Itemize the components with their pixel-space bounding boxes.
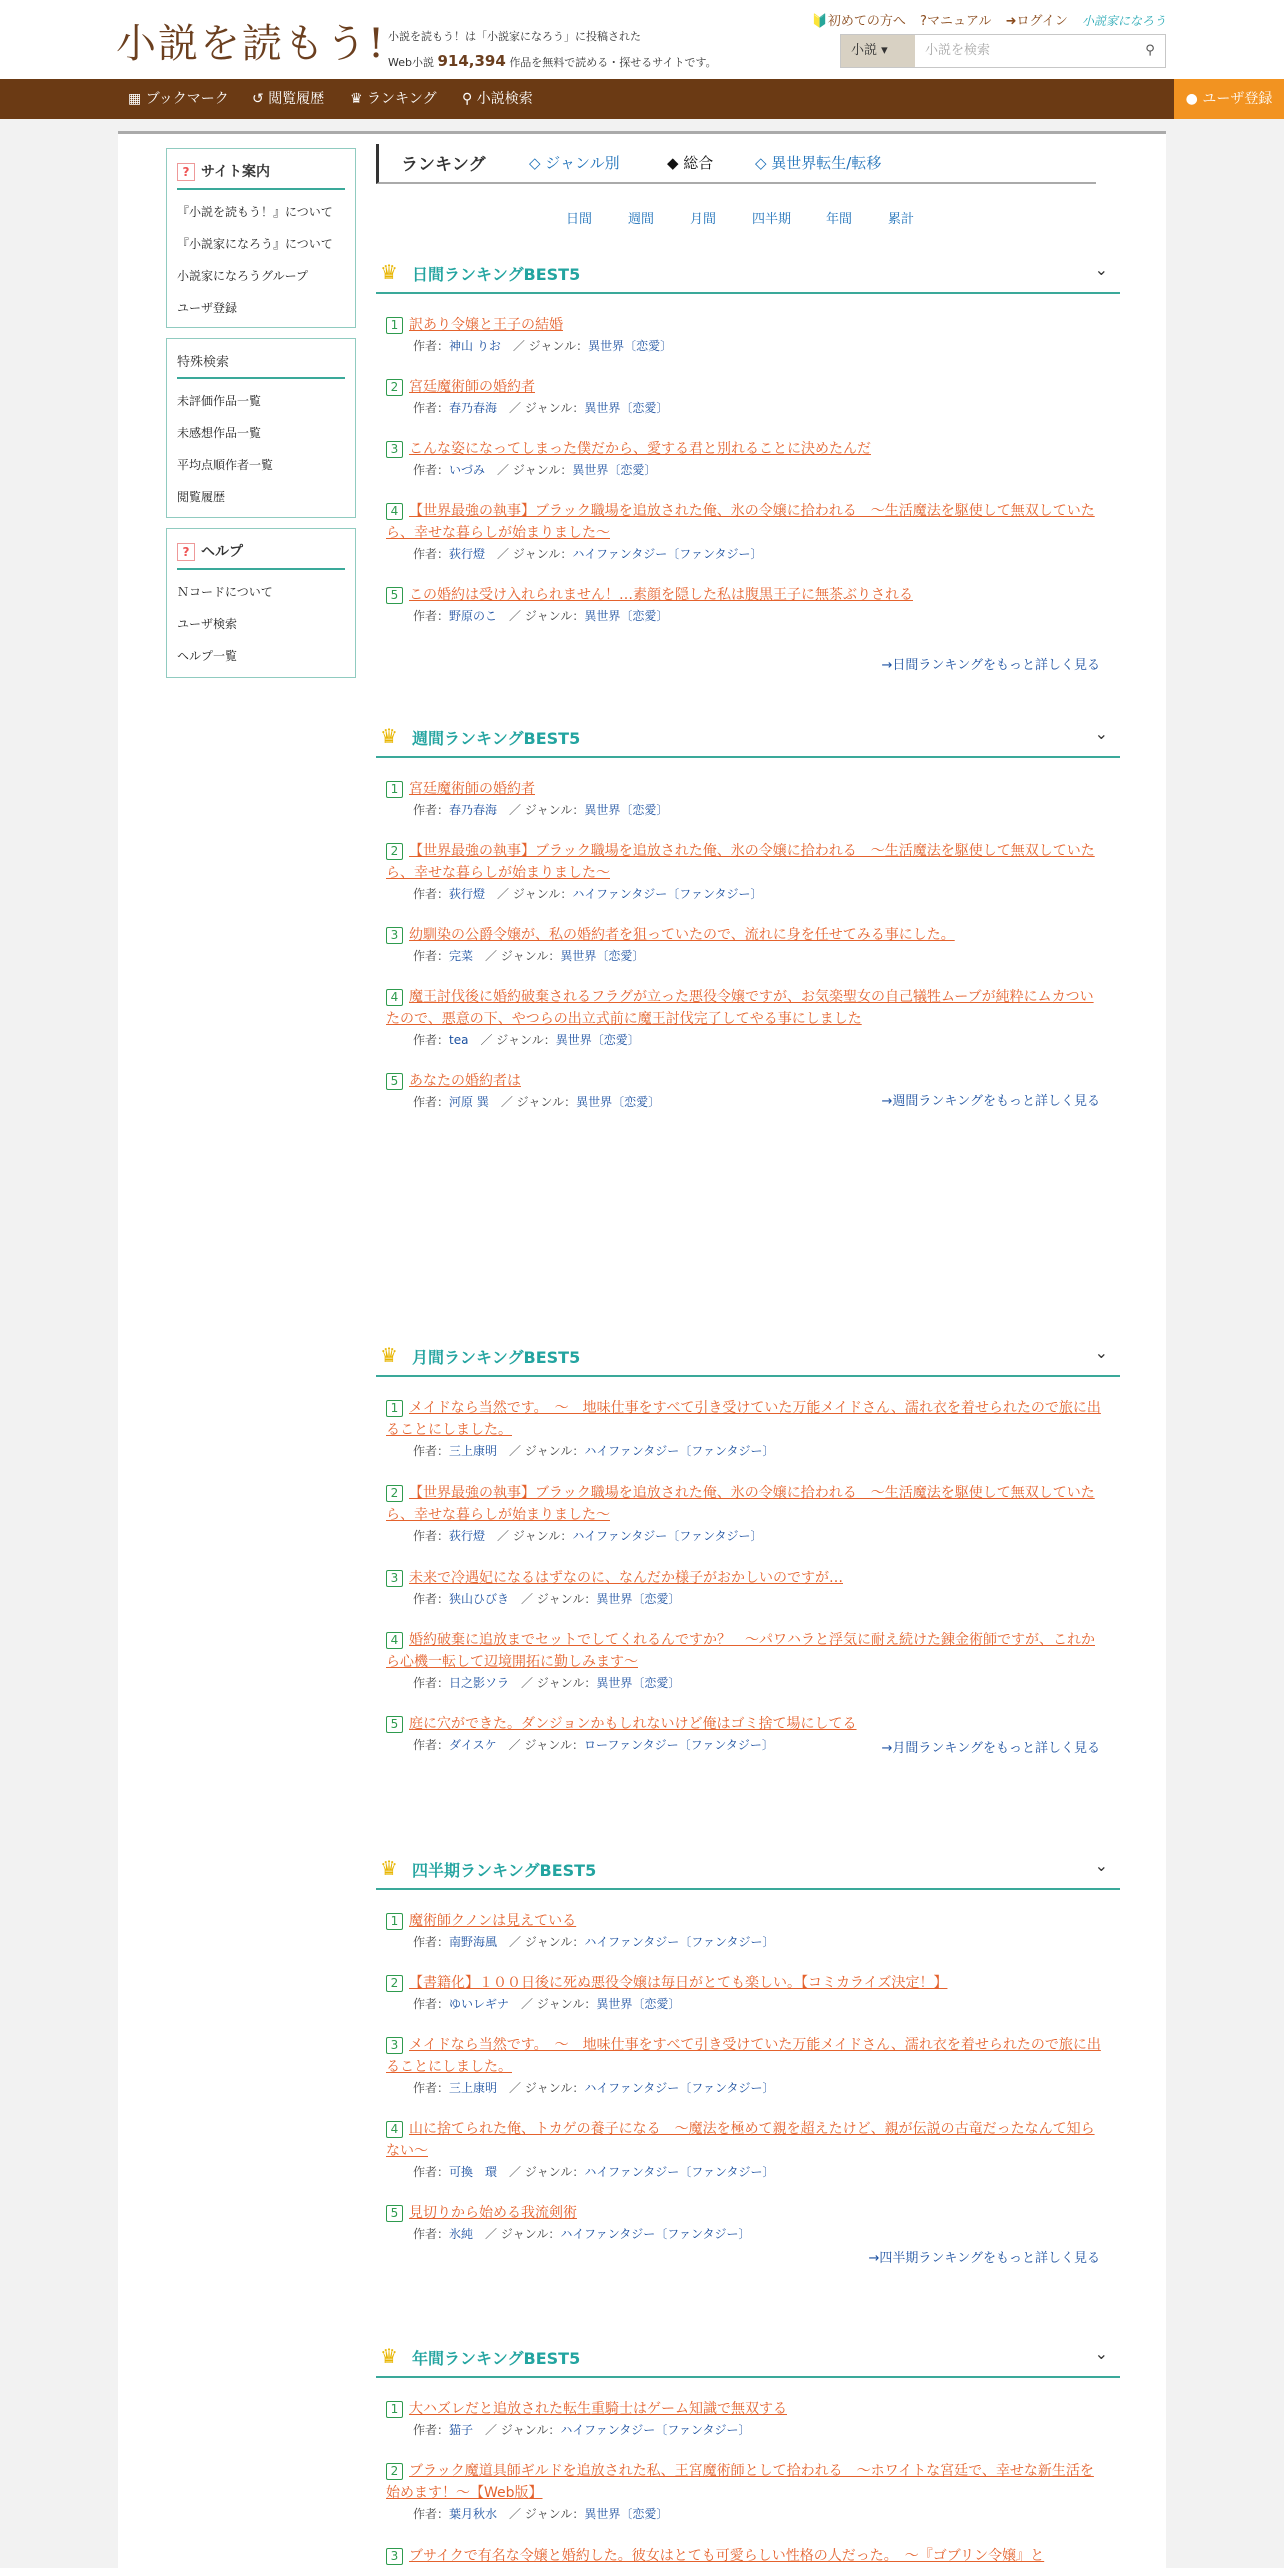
section-title: 月間ランキングBEST5 — [412, 1348, 581, 1367]
author-label: 作者： — [413, 339, 450, 353]
genre-label: ／ ジャンル： — [509, 803, 585, 817]
novel-meta — [386, 2078, 1106, 2098]
rank-badge: 1 — [386, 317, 403, 334]
sidebar-item[interactable]: Ｎコードについて — [177, 585, 273, 599]
rank-badge: 5 — [386, 1716, 403, 1733]
genre-label: ／ ジャンル： — [485, 2227, 561, 2241]
author-label: 作者： — [413, 2081, 450, 2095]
rank-badge: 3 — [386, 2548, 403, 2565]
ranking-item — [386, 840, 1106, 904]
section-header[interactable] — [376, 2338, 1120, 2378]
genre-label: ／ ジャンル： — [509, 2507, 585, 2521]
novel-meta — [386, 1441, 1106, 1461]
genre-label: ／ ジャンル： — [512, 339, 589, 353]
author-link[interactable]: tea — [449, 1033, 469, 1047]
ranking-item — [386, 2398, 1106, 2440]
author-link[interactable]: 三上康明 — [449, 1444, 498, 1458]
novel-meta — [386, 460, 1106, 480]
novel-title-link[interactable]: 宮廷魔術師の婚約者 — [409, 781, 535, 797]
ranking-item — [386, 1629, 1106, 1693]
novel-title-link[interactable]: メイドなら当然です。 ～ 地味仕事をすべて引き受けていた万能メイドさん、濡れ衣を着せられたので旅に出ることにしました。 — [386, 1400, 1101, 1438]
ranking-title: ランキング — [401, 155, 486, 175]
novel-meta — [386, 2504, 1106, 2524]
rank-badge: 5 — [386, 587, 403, 604]
section-title: 日間ランキングBEST5 — [412, 265, 581, 284]
author-label: 作者： — [413, 1935, 450, 1949]
nav-register-button[interactable]: ● ユーザ登録 — [1174, 79, 1284, 119]
ranking-item — [386, 924, 1106, 966]
novel-title-link[interactable]: 庭に穴ができた。ダンジョンかもしれないけど俺はゴミ捨て場にしてる — [409, 1716, 857, 1732]
period-total[interactable]: 累計 — [888, 212, 915, 227]
novel-meta — [386, 1589, 1106, 1609]
ranking-section — [376, 2338, 1120, 2568]
novel-meta — [386, 336, 1106, 356]
genre-link[interactable]: 異世界〔恋愛〕 — [588, 339, 673, 353]
novel-meta — [386, 398, 1106, 418]
genre-label: ／ ジャンル： — [509, 2165, 585, 2179]
author-label: 作者： — [413, 1592, 450, 1606]
search-icon[interactable]: ⚲ — [1145, 43, 1155, 58]
novel-meta — [386, 606, 1106, 626]
sidebar-item[interactable]: ユーザ登録 — [177, 301, 238, 315]
search-form — [840, 34, 1166, 68]
crown-icon: ♛ — [380, 2344, 398, 2368]
ranking-item — [386, 314, 1106, 356]
ranking-item — [386, 2202, 1106, 2244]
author-link[interactable]: 春乃春海 — [449, 803, 498, 817]
novel-title-link[interactable]: 【世界最強の執事】ブラック職場を追放された俺、氷の令嬢に拾われる ～生活魔法を駆使して無双していたら、幸せな暮らしが始まりました～ — [386, 1485, 1095, 1523]
novel-title-link[interactable]: 【書籍化】１００日後に死ぬ悪役令嬢は毎日がとても楽しい。【コミカライズ決定！】 — [409, 1975, 948, 1991]
sidebar-item[interactable]: 小説家になろうグループ — [177, 269, 309, 283]
ranking-item — [386, 438, 1106, 480]
genre-label: ／ ジャンル： — [497, 547, 573, 561]
ranking-item — [386, 376, 1106, 418]
main-navbar — [0, 79, 1284, 119]
site-tagline — [388, 24, 717, 75]
nav-search[interactable]: ⚲ 小説検索 — [462, 91, 533, 107]
rank-badge: 4 — [386, 2121, 403, 2138]
novel-title-link[interactable]: こんな姿になってしまった僕だから、愛する君と別れることに決めたんだ — [409, 441, 871, 457]
genre-link[interactable]: 異世界〔恋愛〕 — [584, 609, 669, 623]
ranking-section — [376, 1337, 1120, 1777]
genre-label: ／ ジャンル： — [500, 1095, 577, 1109]
genre-link[interactable]: 異世界〔恋愛〕 — [572, 463, 657, 477]
author-label: 作者： — [413, 1444, 450, 1458]
ranking-item — [386, 986, 1106, 1050]
ranking-item — [386, 2545, 1106, 2567]
rank-badge: 3 — [386, 1570, 403, 1587]
author-link[interactable]: 荻行燈 — [449, 547, 486, 561]
rank-badge: 5 — [386, 1073, 403, 1090]
rank-badge: 1 — [386, 781, 403, 798]
help-icon: ? — [177, 543, 195, 561]
sidebar-item[interactable]: 平均点順作者一覧 — [177, 458, 274, 472]
genre-link[interactable]: ハイファンタジー〔ファンタジー〕 — [572, 887, 763, 901]
author-label: 作者： — [413, 1033, 450, 1047]
sidebar-help-title: ? ヘルプ — [177, 537, 345, 570]
rank-badge: 3 — [386, 441, 403, 458]
tagline-line2: Web小説 914,394 作品を無料で読める・探せるサイトです。 — [388, 52, 717, 70]
author-link[interactable]: 猫子 — [449, 2423, 474, 2437]
author-label: 作者： — [413, 887, 450, 901]
genre-label: ／ ジャンル： — [480, 1033, 556, 1047]
crown-icon: ♛ — [380, 260, 398, 284]
period-daily[interactable]: 日間 — [566, 212, 593, 227]
ranking-item — [386, 584, 1106, 626]
author-label: 作者： — [413, 463, 450, 477]
period-weekly[interactable]: 週間 — [628, 212, 655, 227]
login-link[interactable]: ➜ログイン — [1005, 14, 1068, 29]
tab-isekai[interactable]: ◇ 異世界転生/転移 — [755, 154, 882, 172]
author-label: 作者： — [413, 1738, 450, 1752]
novel-title-link[interactable]: あなたの婚約者は — [409, 1073, 521, 1089]
genre-label: ／ ジャンル： — [497, 463, 573, 477]
period-links — [376, 208, 1096, 228]
novel-title-link[interactable]: 山に捨てられた俺、トカゲの養子になる ～魔法を極めて親を超えたけど、親が伝説の古竜だったなんて知らない～ — [386, 2121, 1095, 2159]
sidebar-help — [166, 528, 356, 678]
novel-meta — [386, 884, 1106, 904]
author-link[interactable]: 河原 巽 — [449, 1095, 489, 1109]
author-label: 作者： — [413, 1676, 450, 1690]
rank-badge: 4 — [386, 503, 403, 520]
author-link[interactable]: 荻行燈 — [449, 1529, 486, 1543]
rank-badge: 3 — [386, 2037, 403, 2054]
genre-link[interactable]: 異世界〔恋愛〕 — [596, 1997, 681, 2011]
ranking-item — [386, 2118, 1106, 2182]
tagline-line1: 小説を読もう！は「小説家になろう」に投稿された — [388, 30, 641, 43]
sidebar-site-info — [166, 148, 356, 328]
author-label: 作者： — [413, 1529, 450, 1543]
author-label: 作者： — [413, 803, 450, 817]
tab-genre[interactable]: ◇ ジャンル別 — [529, 154, 620, 172]
novel-meta — [386, 1994, 1106, 2014]
novel-title-link[interactable]: 魔術師クノンは見えている — [409, 1913, 577, 1929]
genre-label: ／ ジャンル： — [509, 401, 585, 415]
rank-badge: 1 — [386, 2401, 403, 2418]
sidebar-item[interactable]: 未感想作品一覧 — [177, 426, 262, 440]
rank-badge: 2 — [386, 379, 403, 396]
ranking-item — [386, 778, 1106, 820]
more-ranking-link[interactable]: →四半期ランキングをもっと詳しく見る — [868, 2251, 1100, 2266]
sidebar-special-title: 特殊検索 — [177, 347, 345, 379]
genre-label: ／ ジャンル： — [485, 949, 561, 963]
help-icon: ? — [177, 163, 195, 181]
novel-title-link[interactable]: 幼馴染の公爵令嬢が、私の婚約者を狙っていたので、流れに身を任せてみる事にした。 — [409, 927, 955, 943]
genre-label: ／ ジャンル： — [497, 887, 573, 901]
author-link[interactable]: 春乃春海 — [449, 401, 498, 415]
section-title: 四半期ランキングBEST5 — [412, 1861, 597, 1880]
novel-title-link[interactable]: この婚約は受け入れられません！…素顔を隠した私は腹黒王子に無茶ぶりされる — [409, 587, 913, 603]
ranking-item — [386, 1397, 1106, 1461]
author-label: 作者： — [413, 1095, 450, 1109]
novel-title-link[interactable]: 訳あり令嬢と王子の結婚 — [409, 317, 563, 333]
sidebar-item[interactable]: 閲覧履歴 — [177, 490, 226, 504]
genre-label: ／ ジャンル： — [485, 2423, 561, 2437]
ranking-item — [386, 2034, 1106, 2098]
novel-meta — [386, 1673, 1106, 1693]
rank-badge: 1 — [386, 1400, 403, 1417]
genre-link[interactable]: 異世界〔恋愛〕 — [584, 2507, 669, 2521]
tab-overall[interactable]: ◆ 総合 — [667, 154, 714, 172]
genre-link[interactable]: ハイファンタジー〔ファンタジー〕 — [572, 1529, 763, 1543]
sidebar-item[interactable]: ユーザ検索 — [177, 617, 238, 631]
genre-link[interactable]: ハイファンタジー〔ファンタジー〕 — [572, 547, 763, 561]
chevron-down-icon[interactable]: ⌄ — [1094, 2344, 1108, 2363]
search-input[interactable]: 小説を検索 — [925, 43, 991, 58]
author-label: 作者： — [413, 401, 450, 415]
genre-link[interactable]: 異世界〔恋愛〕 — [596, 1592, 681, 1606]
sidebar-item[interactable]: ヘルプ一覧 — [177, 649, 238, 663]
chevron-down-icon[interactable]: ⌄ — [1094, 1343, 1108, 1362]
author-label: 作者： — [413, 2507, 450, 2521]
ranking-item — [386, 1567, 1106, 1609]
novel-title-link[interactable]: ブラック魔道具師ギルドを追放された私、王宮魔術師として拾われる ～ホワイトな宮廷で、幸せな新生活を始めます！～【Web版】 — [386, 2463, 1094, 2501]
rank-badge: 4 — [386, 1632, 403, 1649]
period-quarterly[interactable]: 四半期 — [752, 212, 792, 227]
novel-meta — [386, 946, 1106, 966]
author-label: 作者： — [413, 547, 450, 561]
novel-meta — [386, 544, 1106, 564]
user-icon: ● — [1185, 91, 1198, 107]
manual-link[interactable]: ?マニュアル — [920, 14, 992, 29]
nav-bookmark[interactable]: ▦ ブックマーク — [128, 91, 229, 107]
beginner-link[interactable]: 🔰初めての方へ — [811, 14, 906, 29]
author-link[interactable]: 狭山ひびき — [449, 1592, 510, 1606]
chevron-down-icon[interactable]: ⌄ — [1094, 724, 1108, 743]
section-header[interactable] — [376, 718, 1120, 758]
chevron-down-icon[interactable]: ⌄ — [1094, 260, 1108, 279]
novel-title-link[interactable]: 【世界最強の執事】ブラック職場を追放された俺、氷の令嬢に拾われる ～生活魔法を駆使して無双していたら、幸せな暮らしが始まりました～ — [386, 843, 1095, 881]
genre-link[interactable]: 異世界〔恋愛〕 — [576, 1095, 661, 1109]
ranking-tabs — [376, 144, 1096, 184]
sidebar-site-info-title: ? サイト案内 — [177, 157, 345, 190]
genre-link[interactable]: ハイファンタジー〔ファンタジー〕 — [584, 1935, 775, 1949]
more-ranking-link[interactable]: →週間ランキングをもっと詳しく見る — [881, 1094, 1100, 1109]
novel-title-link[interactable]: ブサイクで有名な令嬢と婚約した。彼女はとても可愛らしい性格の人だった。 ～『ゴブリン令嬢』と — [409, 2548, 1045, 2564]
crown-icon: ♛ — [350, 91, 363, 107]
author-label: 作者： — [413, 2227, 450, 2241]
genre-link[interactable]: ハイファンタジー〔ファンタジー〕 — [584, 2165, 775, 2179]
more-ranking-link[interactable]: →月間ランキングをもっと詳しく見る — [881, 1741, 1100, 1756]
sidebar-item[interactable]: 『小説家になろう』について — [177, 237, 333, 251]
novel-meta — [386, 1526, 1106, 1546]
narou-link[interactable]: 小説家になろう — [1081, 14, 1166, 28]
chevron-down-icon[interactable]: ⌄ — [1094, 1856, 1108, 1875]
rank-badge: 2 — [386, 1975, 403, 1992]
novel-title-link[interactable]: 大ハズレだと追放された転生重騎士はゲーム知識で無双する — [409, 2401, 787, 2417]
rank-badge: 5 — [386, 2205, 403, 2222]
author-link[interactable]: ゆいレギナ — [449, 1997, 510, 2011]
nav-history[interactable]: ↺ 閲覧履歴 — [252, 91, 325, 107]
section-header[interactable] — [376, 254, 1120, 294]
author-link[interactable]: 可換 環 — [449, 2165, 498, 2179]
crown-icon: ♛ — [380, 1856, 398, 1880]
novel-title-link[interactable]: 【世界最強の執事】ブラック職場を追放された俺、氷の令嬢に拾われる ～生活魔法を駆使して無双していたら、幸せな暮らしが始まりました～ — [386, 503, 1095, 541]
novel-title-link[interactable]: 未来で冷遇妃になるはずなのに、なんだか様子がおかしいのですが… — [409, 1570, 843, 1586]
rank-badge: 2 — [386, 2463, 403, 2480]
genre-label: ／ ジャンル： — [509, 609, 585, 623]
author-link[interactable]: 氷純 — [449, 2227, 474, 2241]
rank-badge: 3 — [386, 927, 403, 944]
sidebar-item[interactable]: 『小説を読もう！』について — [177, 205, 333, 219]
section-title: 年間ランキングBEST5 — [412, 2349, 581, 2368]
author-label: 作者： — [413, 1997, 450, 2011]
site-logo[interactable]: 小説を読もう! — [116, 21, 387, 67]
genre-label: ／ ジャンル： — [509, 1935, 585, 1949]
author-link[interactable]: 南野海風 — [449, 1935, 498, 1949]
genre-label: ／ ジャンル： — [497, 1529, 573, 1543]
novel-meta — [386, 2224, 1106, 2244]
rank-badge: 2 — [386, 1485, 403, 1502]
search-type-select[interactable]: 小説 ▾ — [841, 35, 915, 67]
genre-label: ／ ジャンル： — [521, 1592, 597, 1606]
genre-label: ／ ジャンル： — [509, 2081, 585, 2095]
sidebar-item[interactable]: 未評価作品一覧 — [177, 394, 262, 408]
crown-icon: ♛ — [380, 724, 398, 748]
author-label: 作者： — [413, 2423, 450, 2437]
author-link[interactable]: いづみ — [449, 463, 486, 477]
author-link[interactable]: 葉月秋水 — [449, 2507, 498, 2521]
more-ranking-link[interactable]: →日間ランキングをもっと詳しく見る — [881, 658, 1100, 673]
author-link[interactable]: 日之影ソラ — [449, 1676, 510, 1690]
author-label: 作者： — [413, 949, 450, 963]
genre-link[interactable]: 異世界〔恋愛〕 — [555, 1033, 640, 1047]
section-header[interactable] — [376, 1337, 1120, 1377]
author-link[interactable]: 野原のこ — [449, 609, 498, 623]
novel-title-link[interactable]: 見切りから始める我流剣術 — [409, 2205, 577, 2221]
novel-title-link[interactable]: 魔王討伐後に婚約破棄されるフラグが立った悪役令嬢ですが、お気楽聖女の自己犠牲ムーブが純粋にムカついたので、悪意の下、やつらの出立式前に魔王討伐完了してやる事にしました — [386, 989, 1094, 1027]
genre-link[interactable]: 異世界〔恋愛〕 — [596, 1676, 681, 1690]
genre-link[interactable]: ハイファンタジー〔ファンタジー〕 — [560, 2227, 751, 2241]
rank-badge: 4 — [386, 989, 403, 1006]
history-icon: ↺ — [252, 91, 264, 107]
section-header[interactable] — [376, 1850, 1120, 1890]
author-link[interactable]: 完菜 — [449, 949, 474, 963]
novel-meta — [386, 800, 1106, 820]
period-yearly[interactable]: 年間 — [826, 212, 853, 227]
top-links — [802, 10, 1166, 29]
bookmark-icon: ▦ — [128, 91, 142, 107]
ranking-item — [386, 2460, 1106, 2524]
author-link[interactable]: 荻行燈 — [449, 887, 486, 901]
sidebar-special-search — [166, 338, 356, 518]
nav-ranking[interactable]: ♛ ランキング — [350, 91, 437, 107]
section-title: 週間ランキングBEST5 — [412, 729, 581, 748]
author-link[interactable]: ダイスケ — [449, 1738, 497, 1752]
ranking-section — [376, 254, 1120, 694]
ranking-item — [386, 1972, 1106, 2014]
novel-meta — [386, 1932, 1106, 1952]
ranking-item — [386, 1910, 1106, 1952]
novel-title-link[interactable]: メイドなら当然です。 ～ 地味仕事をすべて引き受けていた万能メイドさん、濡れ衣を着せられたので旅に出ることにしました。 — [386, 2037, 1101, 2075]
ranking-item — [386, 500, 1106, 564]
period-monthly[interactable]: 月間 — [690, 212, 717, 227]
genre-link[interactable]: ローファンタジー〔ファンタジー〕 — [583, 1738, 774, 1752]
novel-meta — [386, 2420, 1106, 2440]
crown-icon: ♛ — [380, 1343, 398, 1367]
genre-link[interactable]: ハイファンタジー〔ファンタジー〕 — [560, 2423, 751, 2437]
genre-label: ／ ジャンル： — [521, 1997, 597, 2011]
genre-link[interactable]: 異世界〔恋愛〕 — [584, 803, 669, 817]
author-link[interactable]: 三上康明 — [449, 2081, 498, 2095]
site-header — [0, 0, 1284, 79]
genre-label: ／ ジャンル： — [521, 1676, 597, 1690]
ranking-item — [386, 1482, 1106, 1546]
ranking-section — [376, 718, 1120, 1158]
novel-meta — [386, 1030, 1106, 1050]
novel-meta — [386, 2162, 1106, 2182]
work-count: 914,394 — [437, 52, 506, 70]
genre-label: ／ ジャンル： — [509, 1444, 585, 1458]
search-icon: ⚲ — [462, 91, 473, 107]
content-area — [118, 131, 1166, 2568]
author-label: 作者： — [413, 609, 450, 623]
rank-badge: 2 — [386, 843, 403, 860]
genre-link[interactable]: 異世界〔恋愛〕 — [584, 401, 669, 415]
ranking-section — [376, 1850, 1120, 2290]
author-link[interactable]: 神山 りお — [449, 339, 501, 353]
novel-title-link[interactable]: 婚約破棄に追放までセットでしてくれるんですか？ ～パワハラと浮気に耐え続けた錬金術師ですが、これから心機一転して辺境開拓に勤しみます～ — [386, 1632, 1095, 1670]
novel-title-link[interactable]: 宮廷魔術師の婚約者 — [409, 379, 535, 395]
genre-link[interactable]: 異世界〔恋愛〕 — [560, 949, 645, 963]
genre-label: ／ ジャンル： — [508, 1738, 584, 1752]
genre-link[interactable]: ハイファンタジー〔ファンタジー〕 — [584, 2081, 775, 2095]
genre-link[interactable]: ハイファンタジー〔ファンタジー〕 — [584, 1444, 775, 1458]
rank-badge: 1 — [386, 1913, 403, 1930]
author-label: 作者： — [413, 2165, 450, 2179]
